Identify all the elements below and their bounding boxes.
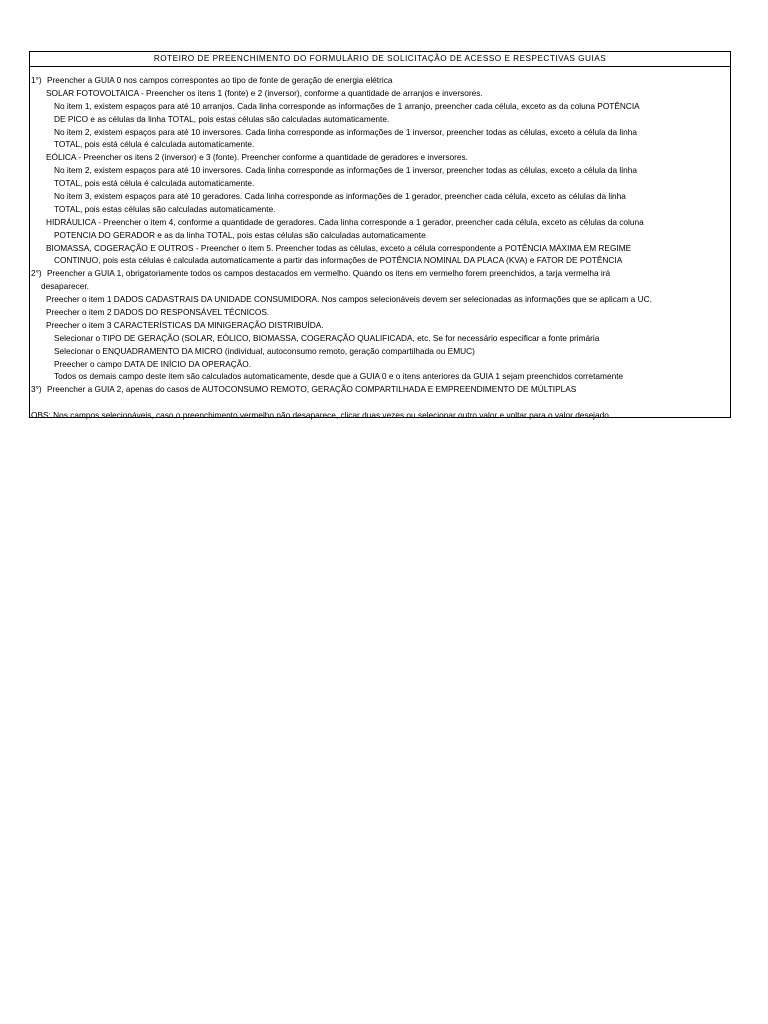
instruction-line: TOTAL, pois está célula é calculada automaticamente. xyxy=(54,178,255,189)
step-text: Preencher a GUIA 2, apenas do casos de AUTOCONSUMO REMOTO, GERAÇÃO COMPARTILHADA E EMPREENDIMENTO DE MÚLTIPLAS xyxy=(47,384,577,395)
instruction-line: TOTAL, pois estas células são calculadas automaticamente. xyxy=(54,203,276,214)
instruction-line: desaparecer. xyxy=(41,281,89,292)
step-number: 3°) xyxy=(31,384,42,395)
step-text: Preencher a GUIA 1, obrigatoriamente todos os campos destacados em vermelho. Quando os itens em vermelho forem preenchidos, a tarja vermelha irá xyxy=(47,268,611,279)
instruction-line: Selecionar o ENQUADRAMENTO DA MICRO (individual, autoconsumo remoto, geração compartilhada ou EMUC) xyxy=(54,345,475,356)
instruction-line: No item 1, existem espaços para até 10 arranjos. Cada linha corresponde as informações de 1 arranjo, preencher cada célula, exceto as da coluna POTÊNCIA xyxy=(54,100,640,111)
step-number: 2°) xyxy=(31,268,42,279)
instruction-line: TOTAL, pois está célula é calculada automaticamente. xyxy=(54,139,255,150)
instruction-line: POTENCIA DO GERADOR e as da linha TOTAL, pois estas células são calculadas automaticamente xyxy=(54,229,426,240)
step-1-row xyxy=(30,74,730,87)
instruction-line: DE PICO e as células da linha TOTAL, pois estas células são calculadas automaticamente. xyxy=(54,113,390,124)
step-2-row xyxy=(30,267,730,280)
instructions-body xyxy=(30,67,730,422)
instruction-line: Todos os demais campo deste item são calculados automaticamente, desde que a GUIA 0 e o itens anteriores da GUIA 1 sejam preenchidos corretamente xyxy=(54,371,624,382)
solar-heading: SOLAR FOTOVOLTAICA - Preencher os itens 1 (fonte) e 2 (inversor), conforme a quantidade de arranjos e inversores. xyxy=(46,87,483,98)
instruction-line: Preecher o campo DATA DE INÍCIO DA OPERAÇÃO. xyxy=(54,358,252,369)
instruction-line: Preecher o item 2 DADOS DO RESPONSÁVEL TÉCNICOS. xyxy=(46,307,270,318)
biomassa-heading: BIOMASSA, COGERAÇÃO E OUTROS - Preencher o item 5. Preencher todas as células, exceto a célula correspondente a POTÊNCIA MÁXIMA EM REGIME xyxy=(46,242,632,253)
instruction-line: CONTINUO, pois esta células é calculada automaticamente a partir das informações de POTÊNCIA NOMINAL DA PLACA (KVA) e FATOR DE POTÊNCIA xyxy=(54,255,623,266)
instruction-line: Selecionar o TIPO DE GERAÇÃO (SOLAR, EÓLICO, BIOMASSA, COGERAÇÃO QUALIFICADA, etc. Se for necessário especificar a fonte primária xyxy=(54,332,600,343)
instruction-line: No item 2, existem espaços para até 10 inversores. Cada linha corresponde as informações de 1 inversor, preencher todas as células, exceto a célula da linha xyxy=(54,126,637,137)
eolica-heading: EÓLICA - Preencher os itens 2 (inversor) e 3 (fonte). Preencher conforme a quantidade de geradores e inversores. xyxy=(46,152,468,163)
instructions-sheet xyxy=(29,51,731,421)
step-3-row xyxy=(30,383,730,396)
step-number: 1°) xyxy=(31,75,42,85)
obs-note: OBS: Nos campos selecionáveis, caso o preenchimento vermelho não desaparece, clicar duas vezes ou selecionar outro valor e voltar para o valor desejado xyxy=(31,410,609,421)
sheet-title: ROTEIRO DE PREENCHIMENTO DO FORMULÁRIO DE SOLICITAÇÃO DE ACESSO E RESPECTIVAS GUIAS xyxy=(30,52,730,67)
step-text: Preencher a GUIA 0 nos campos correspontes ao tipo de fonte de geração de energia elétrica xyxy=(47,75,393,85)
hidraulica-heading: HIDRÁULICA - Preencher o item 4, conforme a quantidade de geradores. Cada linha corresponde a 1 gerador, preencher cada célula, exceto as células da coluna xyxy=(46,216,644,227)
instruction-line: No item 3, existem espaços para até 10 geradores. Cada linha corresponde as informações de 1 gerador, preencher cada célula, exceto as células da linha xyxy=(54,191,626,202)
instruction-line: Preecher o item 1 DADOS CADASTRAIS DA UNIDADE CONSUMIDORA. Nos campos selecionáveis devem ser selecionadas as informações que se aplicam a UC. xyxy=(46,294,652,305)
blank-row xyxy=(30,396,730,409)
instruction-line: Preecher o item 3 CARACTERÍSTICAS DA MINIGERAÇÃO DISTRIBUÍDA. xyxy=(46,319,324,330)
instruction-line: No item 2, existem espaços para até 10 inversores. Cada linha corresponde as informações de 1 inversor, preencher todas as células, exceto a célula da linha xyxy=(54,165,637,176)
